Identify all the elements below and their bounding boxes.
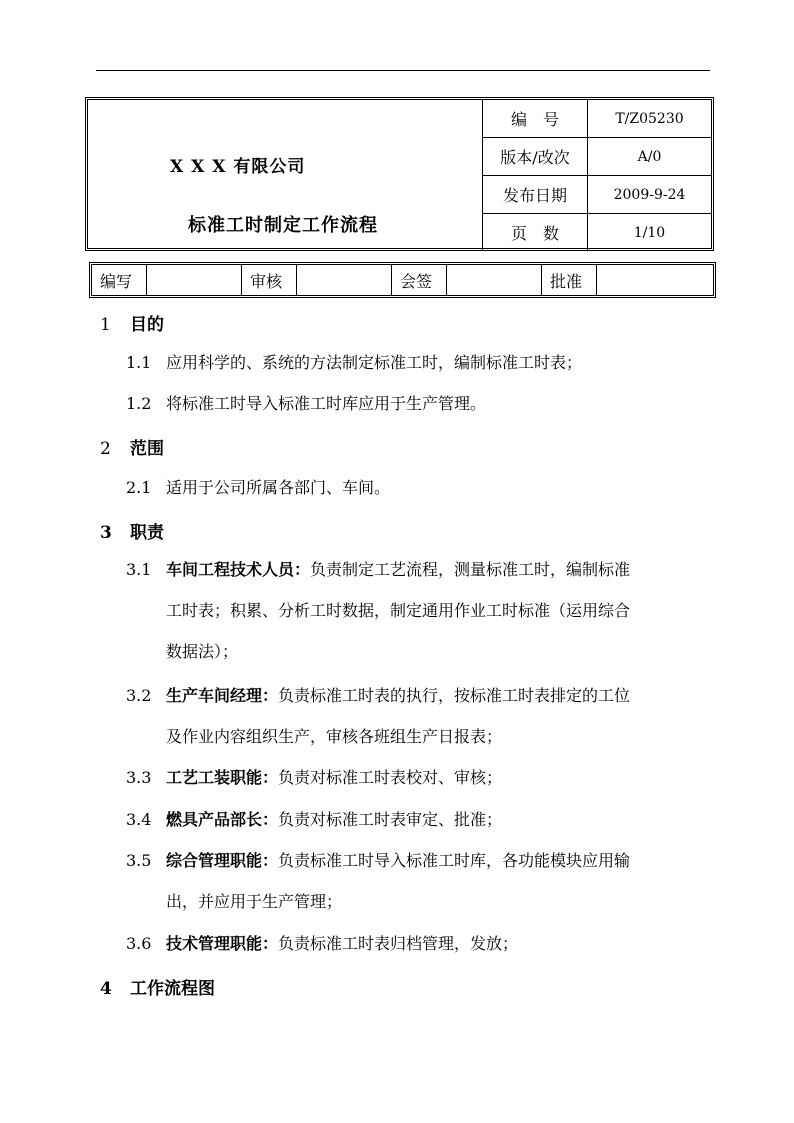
meta-value: T/Z05230 <box>588 100 712 138</box>
list-item <box>126 675 716 757</box>
meta-label: 编 号 <box>483 100 588 138</box>
meta-row <box>483 214 712 252</box>
item-text: 及作业内容组织生产，审核各班组生产日报表； <box>166 727 503 746</box>
item-text: 出，并应用于生产管理； <box>166 892 343 911</box>
item-number: 3.2 <box>126 686 152 705</box>
section-heading <box>100 518 164 543</box>
list-item <box>126 799 716 840</box>
section-number: 4 <box>100 979 112 999</box>
list-item <box>126 757 716 798</box>
item-role: 综合管理职能： <box>166 851 279 870</box>
signoff-label-approve: 批准 <box>542 265 597 295</box>
section-title: 工作流程图 <box>130 979 215 999</box>
item-role: 生产车间经理： <box>166 686 279 705</box>
signoff-value-review <box>297 265 392 295</box>
item-text: 负责标准工时导入标准工时库，各功能模块应用输 <box>278 851 631 870</box>
list-item <box>126 467 716 508</box>
list-item <box>126 840 716 922</box>
signoff-value-author <box>147 265 242 295</box>
meta-value: 1/10 <box>588 214 712 252</box>
section-heading <box>100 310 164 335</box>
list-item <box>126 342 716 383</box>
item-role: 燃具产品部长： <box>166 810 279 829</box>
item-number: 2.1 <box>126 478 152 497</box>
item-text: 应用科学的、系统的方法制定标准工时，编制标准工时表； <box>166 353 583 372</box>
meta-row <box>483 176 712 214</box>
meta-row <box>483 100 712 138</box>
item-text: 负责制定工艺流程，测量标准工时，编制标准 <box>310 560 631 579</box>
meta-label: 发布日期 <box>483 176 588 214</box>
signoff-label-review: 审核 <box>242 265 297 295</box>
item-number: 3.6 <box>126 934 152 953</box>
item-number: 3.1 <box>126 560 152 579</box>
item-text: 工时表；积累、分析工时数据，制定通用作业工时标准（运用综合 <box>166 601 631 620</box>
item-number: 3.3 <box>126 768 152 787</box>
list-item <box>126 923 716 964</box>
signoff-value-countersign <box>447 265 542 295</box>
item-role: 技术管理职能： <box>166 934 279 953</box>
meta-value: A/0 <box>588 138 712 176</box>
section-title: 范围 <box>130 439 164 459</box>
item-role: 车间工程技术人员： <box>166 560 311 579</box>
item-text: 将标准工时导入标准工时库应用于生产管理。 <box>166 394 487 413</box>
company-name: X X X 有限公司 <box>170 157 306 177</box>
meta-row <box>483 138 712 176</box>
signoff-label-author: 编写 <box>100 271 133 291</box>
item-number: 3.4 <box>126 810 152 829</box>
item-role: 工艺工装职能： <box>166 768 279 787</box>
item-text: 适用于公司所属各部门、车间。 <box>166 478 391 497</box>
section-title: 目的 <box>130 315 164 335</box>
header-rule <box>96 70 710 71</box>
meta-label: 版本/改次 <box>483 138 588 176</box>
document-meta-table <box>482 100 711 251</box>
item-text: 负责标准工时表的执行，按标准工时表排定的工位 <box>278 686 631 705</box>
item-text: 负责对标准工时表审定、批准； <box>278 810 503 829</box>
signoff-table <box>89 262 716 298</box>
signoff-value-approve <box>597 265 714 295</box>
document-title: 标准工时制定工作流程 <box>188 215 378 236</box>
section-heading <box>100 974 215 999</box>
section-heading <box>100 434 164 459</box>
section-number: 3 <box>100 523 112 543</box>
item-text: 数据法）； <box>166 642 239 661</box>
document-header <box>85 97 714 251</box>
meta-value: 2009-9-24 <box>588 176 712 214</box>
list-item <box>126 549 716 672</box>
section-title: 职责 <box>130 523 164 543</box>
signoff-label-countersign: 会签 <box>392 265 447 295</box>
section-number: 2 <box>100 439 111 459</box>
section-number: 1 <box>100 315 111 335</box>
item-number: 3.5 <box>126 851 152 870</box>
item-number: 1.1 <box>126 353 152 372</box>
item-text: 负责标准工时表归档管理，发放； <box>278 934 519 953</box>
list-item <box>126 383 716 424</box>
item-number: 1.2 <box>126 394 152 413</box>
item-text: 负责对标准工时表校对、审核； <box>278 768 503 787</box>
meta-label: 页 数 <box>483 214 588 252</box>
